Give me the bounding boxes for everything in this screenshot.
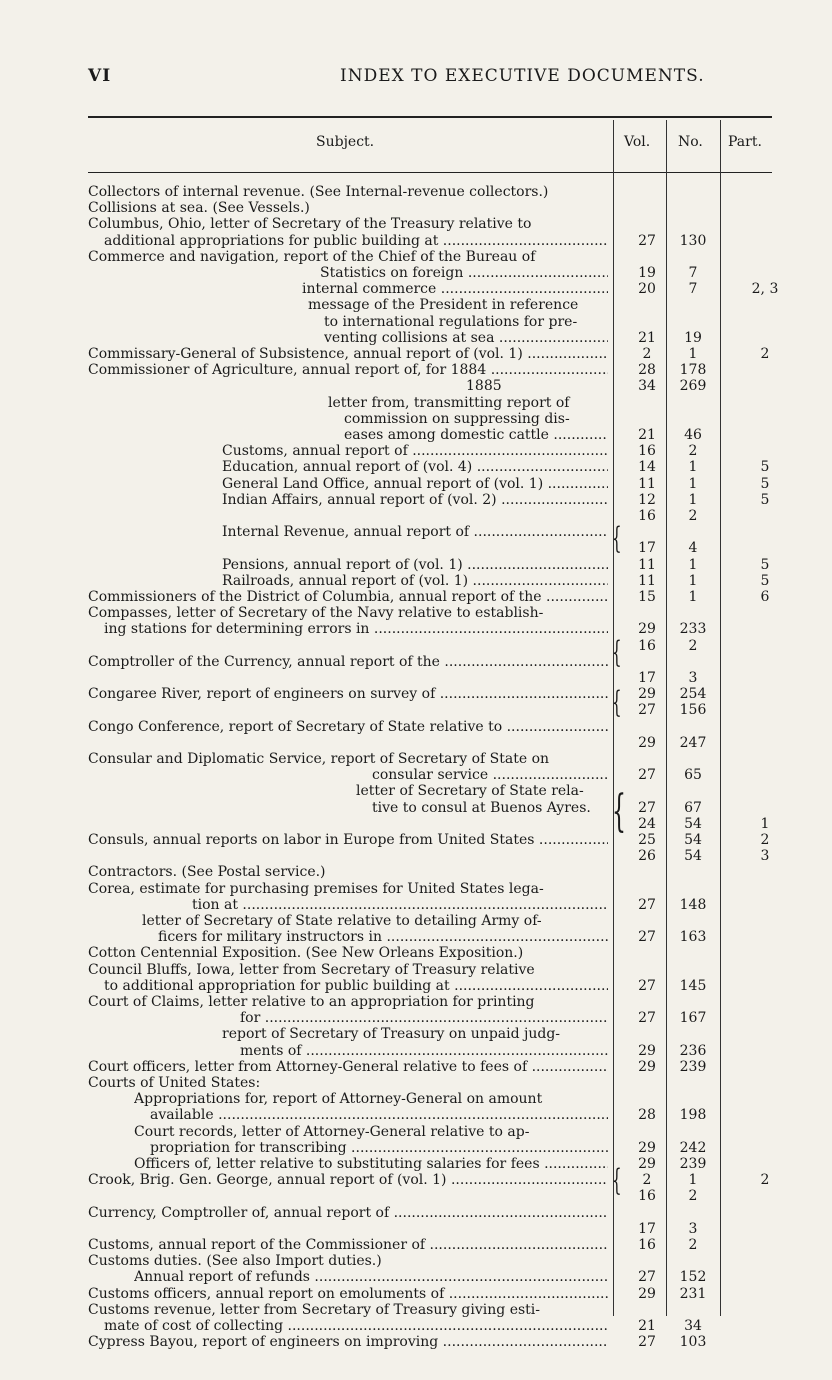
subject-cell: Pensions, annual report of (vol. 1) ..... bbox=[222, 557, 608, 573]
vol-cell: 26 bbox=[638, 848, 656, 865]
no-cell: 2 bbox=[688, 637, 698, 654]
part-cell: 5 bbox=[760, 475, 770, 492]
table-row bbox=[0, 492, 832, 508]
table-row bbox=[0, 281, 832, 297]
table-row bbox=[0, 654, 832, 670]
table-row bbox=[0, 265, 832, 281]
no-cell: 54 bbox=[684, 832, 702, 848]
subject-cell: venting collisions at sea ..... bbox=[324, 330, 608, 346]
vol-cell: 16 bbox=[638, 443, 656, 460]
no-cell: 4 bbox=[688, 540, 698, 557]
column-header-rule bbox=[88, 172, 772, 173]
table-row bbox=[0, 962, 832, 978]
subject-cell: letter of Secretary of State relative to detailing Army of- bbox=[142, 913, 542, 929]
table-row bbox=[0, 1026, 832, 1042]
subject-cell: Commissary-General of Subsistence, annual report of (vol. 1) ..... bbox=[88, 346, 608, 362]
table-row bbox=[0, 1091, 832, 1107]
subject-cell: propriation for transcribing ..... bbox=[150, 1140, 608, 1156]
no-cell: 1 bbox=[688, 459, 698, 476]
vol-cell: 27 bbox=[638, 1010, 656, 1027]
no-cell: 239 bbox=[679, 1058, 707, 1075]
no-cell: 247 bbox=[679, 734, 707, 751]
vol-cell: 15 bbox=[638, 589, 656, 605]
part-cell: 5 bbox=[760, 491, 770, 508]
vol-cell: 16 bbox=[638, 1188, 656, 1205]
subject-cell: message of the President in reference bbox=[308, 297, 579, 314]
table-row bbox=[0, 427, 832, 443]
vol-cell: 29 bbox=[638, 621, 656, 638]
subject-cell: tive to consul at Buenos Ayres. bbox=[372, 799, 591, 816]
brace-mark: { bbox=[612, 786, 626, 837]
subject-cell: Customs, annual report of the Commissioner of ..... bbox=[88, 1237, 608, 1253]
no-cell: 19 bbox=[684, 329, 702, 346]
table-row bbox=[0, 1237, 832, 1253]
vol-cell: 28 bbox=[638, 1107, 656, 1124]
no-cell: 1 bbox=[688, 1172, 698, 1189]
subject-cell: Cotton Centennial Exposition. (See New Orleans Exposition.) bbox=[88, 945, 524, 962]
part-cell: 5 bbox=[760, 459, 770, 476]
vol-cell: 19 bbox=[638, 265, 656, 281]
vol-cell: 17 bbox=[638, 1220, 656, 1237]
table-row bbox=[0, 378, 832, 394]
subject-cell: Crook, Brig. Gen. George, annual report of (vol. 1) ..... bbox=[88, 1172, 608, 1188]
table-row bbox=[0, 1059, 832, 1075]
table-row bbox=[0, 1318, 832, 1334]
table-row bbox=[0, 573, 832, 589]
subject-cell: available ..... bbox=[150, 1107, 608, 1123]
vol-cell: 16 bbox=[638, 508, 656, 524]
no-cell: 7 bbox=[688, 281, 698, 298]
table-row bbox=[0, 881, 832, 897]
subject-cell: letter of Secretary of State rela- bbox=[356, 783, 584, 800]
table-row bbox=[0, 686, 832, 702]
page-header bbox=[88, 66, 778, 94]
subject-cell: to additional appropriation for public building at ..... bbox=[104, 978, 608, 994]
no-cell: 198 bbox=[679, 1107, 707, 1124]
table-row bbox=[0, 314, 832, 330]
vol-cell: 34 bbox=[638, 378, 656, 395]
no-cell: 178 bbox=[679, 362, 707, 379]
subject-cell: Railroads, annual report of (vol. 1) ..... bbox=[222, 573, 608, 589]
table-row bbox=[0, 346, 832, 362]
table-row bbox=[0, 1302, 832, 1318]
table-row bbox=[0, 1221, 832, 1237]
table-row bbox=[0, 184, 832, 200]
vol-cell: 27 bbox=[638, 896, 656, 913]
subject-cell: Compasses, letter of Secretary of the Navy relative to establish- bbox=[88, 605, 544, 622]
part-cell: 2 bbox=[760, 832, 770, 848]
vol-cell: 21 bbox=[638, 1318, 656, 1334]
no-cell: 7 bbox=[688, 265, 698, 281]
subject-cell: Collectors of internal revenue. (See Internal-revenue collectors.) bbox=[88, 184, 549, 200]
table-row bbox=[0, 1205, 832, 1221]
no-cell: 2 bbox=[688, 1188, 698, 1205]
no-cell: 242 bbox=[679, 1139, 707, 1156]
subject-cell: Customs, annual report of ..... bbox=[222, 443, 608, 459]
brace-mark: { bbox=[612, 685, 622, 720]
subject-cell: Consuls, annual reports on labor in Europe from United States ..... bbox=[88, 832, 608, 848]
no-cell: 1 bbox=[688, 556, 698, 573]
no-cell: 54 bbox=[684, 848, 702, 865]
no-cell: 231 bbox=[679, 1285, 707, 1302]
table-row bbox=[0, 638, 832, 654]
subject-cell: Indian Affairs, annual report of (vol. 2) ..... bbox=[222, 492, 608, 508]
part-cell: 1 bbox=[760, 815, 770, 832]
no-cell: 1 bbox=[688, 346, 698, 362]
subject-cell: Customs officers, annual report on emoluments of ..... bbox=[88, 1286, 608, 1302]
table-row bbox=[0, 767, 832, 783]
vol-cell: 27 bbox=[638, 702, 656, 719]
page-title: INDEX TO EXECUTIVE DOCUMENTS. bbox=[340, 66, 705, 86]
vol-cell: 27 bbox=[638, 799, 656, 816]
no-cell: 269 bbox=[679, 378, 707, 395]
header-rule bbox=[88, 116, 772, 118]
part-cell: 5 bbox=[760, 572, 770, 589]
subject-cell: Commissioner of Agriculture, annual report of, for 1884 ..... bbox=[88, 362, 608, 378]
vol-cell: 21 bbox=[638, 329, 656, 346]
vol-cell: 27 bbox=[638, 977, 656, 994]
table-row bbox=[0, 395, 832, 411]
no-cell: 3 bbox=[688, 1220, 698, 1237]
table-row bbox=[0, 1188, 832, 1204]
subject-cell: Officers of, letter relative to substituting salaries for fees ..... bbox=[134, 1156, 608, 1172]
table-row bbox=[0, 330, 832, 346]
subject-cell: Court officers, letter from Attorney-General relative to fees of ..... bbox=[88, 1059, 608, 1075]
no-cell: 239 bbox=[679, 1156, 707, 1172]
table-row bbox=[0, 913, 832, 929]
no-cell: 2 bbox=[688, 508, 698, 524]
vol-cell: 24 bbox=[638, 815, 656, 832]
table-row bbox=[0, 848, 832, 864]
subject-cell: Customs revenue, letter from Secretary of Treasury giving esti- bbox=[88, 1301, 540, 1318]
vol-cell: 20 bbox=[638, 281, 656, 298]
vol-cell: 27 bbox=[638, 1269, 656, 1286]
table-row bbox=[0, 1140, 832, 1156]
table-row bbox=[0, 945, 832, 961]
page-number: VI bbox=[88, 66, 112, 86]
vol-cell: 29 bbox=[638, 1285, 656, 1302]
table-row bbox=[0, 589, 832, 605]
subject-cell: letter from, transmitting report of bbox=[328, 394, 570, 411]
vol-cell: 16 bbox=[638, 637, 656, 654]
vol-cell: 29 bbox=[638, 1139, 656, 1156]
no-cell: 103 bbox=[679, 1334, 707, 1351]
column-header-part: Part. bbox=[728, 134, 762, 150]
no-cell: 54 bbox=[684, 815, 702, 832]
subject-cell: Congaree River, report of engineers on survey of ..... bbox=[88, 686, 608, 702]
vol-cell: 11 bbox=[638, 475, 656, 492]
table-row bbox=[0, 540, 832, 556]
vol-cell: 29 bbox=[638, 1058, 656, 1075]
subject-cell: report of Secretary of Treasury on unpaid judg- bbox=[222, 1026, 561, 1043]
vol-cell: 21 bbox=[638, 427, 656, 443]
vol-cell: 12 bbox=[638, 491, 656, 508]
subject-cell: eases among domestic cattle ..... bbox=[344, 427, 608, 443]
subject-cell: consular service ..... bbox=[372, 767, 608, 783]
table-row bbox=[0, 557, 832, 573]
subject-cell: Customs duties. (See also Import duties.) bbox=[88, 1253, 382, 1270]
brace-mark: { bbox=[612, 521, 622, 556]
table-row bbox=[0, 1269, 832, 1285]
subject-cell: General Land Office, annual report of (vol. 1) ..... bbox=[222, 476, 608, 492]
no-cell: 1 bbox=[688, 572, 698, 589]
subject-cell: Commissioners of the District of Columbia, annual report of the ..... bbox=[88, 589, 608, 605]
table-row bbox=[0, 249, 832, 265]
table-row bbox=[0, 200, 832, 216]
subject-cell: Currency, Comptroller of, annual report of ..... bbox=[88, 1205, 608, 1221]
table-row bbox=[0, 800, 832, 816]
subject-cell: for ..... bbox=[240, 1010, 608, 1026]
column-header-no: No. bbox=[678, 134, 703, 150]
vol-cell: 29 bbox=[638, 734, 656, 751]
table-row bbox=[0, 670, 832, 686]
subject-cell: tion at ..... bbox=[192, 897, 608, 913]
no-cell: 145 bbox=[679, 977, 707, 994]
vol-cell: 29 bbox=[638, 686, 656, 703]
table-row bbox=[0, 735, 832, 751]
table-row bbox=[0, 864, 832, 880]
subject-cell: commission on suppressing dis- bbox=[344, 410, 570, 427]
no-cell: 1 bbox=[688, 589, 698, 605]
part-cell: 5 bbox=[760, 556, 770, 573]
part-cell: 6 bbox=[760, 589, 770, 605]
table-row bbox=[0, 1043, 832, 1059]
no-cell: 167 bbox=[679, 1010, 707, 1027]
no-cell: 156 bbox=[679, 702, 707, 719]
table-row bbox=[0, 621, 832, 637]
no-cell: 163 bbox=[679, 929, 707, 946]
no-cell: 65 bbox=[684, 767, 702, 784]
no-cell: 67 bbox=[684, 799, 702, 816]
vol-cell: 11 bbox=[638, 556, 656, 573]
table-row bbox=[0, 832, 832, 848]
table-row bbox=[0, 297, 832, 313]
table-row bbox=[0, 476, 832, 492]
table-row bbox=[0, 783, 832, 799]
no-cell: 236 bbox=[679, 1042, 707, 1059]
vol-cell: 27 bbox=[638, 1334, 656, 1351]
subject-cell: Congo Conference, report of Secretary of State relative to ..... bbox=[88, 719, 608, 735]
subject-cell: additional appropriations for public building at ..... bbox=[104, 233, 608, 249]
no-cell: 152 bbox=[679, 1269, 707, 1286]
vol-cell: 29 bbox=[638, 1156, 656, 1172]
subject-cell: Columbus, Ohio, letter of Secretary of the Treasury relative to bbox=[88, 216, 532, 233]
subject-cell: Cypress Bayou, report of engineers on improving ..... bbox=[88, 1334, 608, 1350]
table-row bbox=[0, 524, 832, 540]
no-cell: 2 bbox=[688, 443, 698, 460]
no-cell: 34 bbox=[684, 1318, 702, 1334]
vol-cell: 2 bbox=[642, 1172, 652, 1189]
subject-cell: Council Bluffs, Iowa, letter from Secretary of Treasury relative bbox=[88, 961, 535, 978]
table-row bbox=[0, 994, 832, 1010]
table-row bbox=[0, 1124, 832, 1140]
brace-mark: { bbox=[612, 1163, 622, 1198]
no-cell: 3 bbox=[688, 670, 698, 686]
vol-cell: 16 bbox=[638, 1237, 656, 1253]
subject-cell: Consular and Diplomatic Service, report of Secretary of State on bbox=[88, 751, 550, 767]
part-cell: 3 bbox=[760, 848, 770, 865]
no-cell: 46 bbox=[684, 427, 702, 443]
subject-cell: Internal Revenue, annual report of ..... bbox=[222, 524, 608, 540]
subject-cell: ing stations for determining errors in ..... bbox=[104, 621, 608, 637]
vol-cell: 25 bbox=[638, 832, 656, 848]
vol-cell: 27 bbox=[638, 232, 656, 249]
vol-cell: 17 bbox=[638, 540, 656, 557]
table-row bbox=[0, 216, 832, 232]
table-row bbox=[0, 1286, 832, 1302]
vol-cell: 14 bbox=[638, 459, 656, 476]
table-row bbox=[0, 443, 832, 459]
table-row bbox=[0, 1107, 832, 1123]
no-cell: 233 bbox=[679, 621, 707, 638]
vol-cell: 27 bbox=[638, 929, 656, 946]
part-cell: 2 bbox=[760, 1172, 770, 1189]
subject-cell: Appropriations for, report of Attorney-General on amount bbox=[134, 1091, 543, 1108]
table-row bbox=[0, 1010, 832, 1026]
table-row bbox=[0, 978, 832, 994]
table-row bbox=[0, 605, 832, 621]
no-cell: 1 bbox=[688, 491, 698, 508]
subject-cell: Collisions at sea. (See Vessels.) bbox=[88, 200, 310, 217]
table-row bbox=[0, 1156, 832, 1172]
subject-cell: Court of Claims, letter relative to an appropriation for printing bbox=[88, 994, 535, 1010]
no-cell: 1 bbox=[688, 475, 698, 492]
vol-cell: 29 bbox=[638, 1042, 656, 1059]
table-row bbox=[0, 233, 832, 249]
vol-cell: 17 bbox=[638, 670, 656, 686]
vol-cell: 28 bbox=[638, 362, 656, 379]
table-row bbox=[0, 459, 832, 475]
subject-cell: to international regulations for pre- bbox=[324, 313, 578, 330]
subject-cell: Comptroller of the Currency, annual report of the ..... bbox=[88, 654, 608, 670]
table-row bbox=[0, 1334, 832, 1350]
subject-cell: Corea, estimate for purchasing premises for United States lega- bbox=[88, 880, 544, 897]
table-row bbox=[0, 1253, 832, 1269]
subject-cell: Contractors. (See Postal service.) bbox=[88, 864, 326, 881]
table-row bbox=[0, 702, 832, 718]
column-header-subject: Subject. bbox=[316, 134, 375, 150]
table-row bbox=[0, 411, 832, 427]
table-row bbox=[0, 508, 832, 524]
part-cell: 2, 3 bbox=[751, 281, 779, 298]
table-row bbox=[0, 929, 832, 945]
table-row bbox=[0, 816, 832, 832]
table-row bbox=[0, 1075, 832, 1091]
vol-cell: 2 bbox=[642, 346, 652, 362]
subject-cell: Statistics on foreign ..... bbox=[320, 265, 608, 281]
table-row bbox=[0, 719, 832, 735]
part-cell: 2 bbox=[760, 346, 770, 362]
subject-cell: Courts of United States: bbox=[88, 1075, 261, 1091]
subject-cell: ficers for military instructors in ..... bbox=[158, 929, 608, 945]
subject-cell: Commerce and navigation, report of the Chief of the Bureau of bbox=[88, 248, 536, 265]
column-header-vol: Vol. bbox=[624, 134, 651, 150]
table-row bbox=[0, 897, 832, 913]
subject-cell: Court records, letter of Attorney-General relative to ap- bbox=[134, 1123, 530, 1140]
subject-cell: internal commerce ..... bbox=[302, 281, 608, 297]
table-row bbox=[0, 362, 832, 378]
subject-cell: Annual report of refunds ..... bbox=[134, 1269, 608, 1285]
subject-cell: mate of cost of collecting ..... bbox=[104, 1318, 608, 1334]
table-row bbox=[0, 1172, 832, 1188]
no-cell: 130 bbox=[679, 232, 707, 249]
brace-mark: { bbox=[612, 635, 622, 670]
no-cell: 148 bbox=[679, 896, 707, 913]
vol-cell: 27 bbox=[638, 767, 656, 784]
vol-cell: 11 bbox=[638, 572, 656, 589]
subject-cell: Education, annual report of (vol. 4) ..... bbox=[222, 459, 608, 475]
subject-cell: 1885 bbox=[466, 378, 502, 395]
table-row bbox=[0, 751, 832, 767]
no-cell: 254 bbox=[679, 686, 707, 703]
subject-cell: ments of ..... bbox=[240, 1043, 608, 1059]
no-cell: 2 bbox=[688, 1237, 698, 1253]
